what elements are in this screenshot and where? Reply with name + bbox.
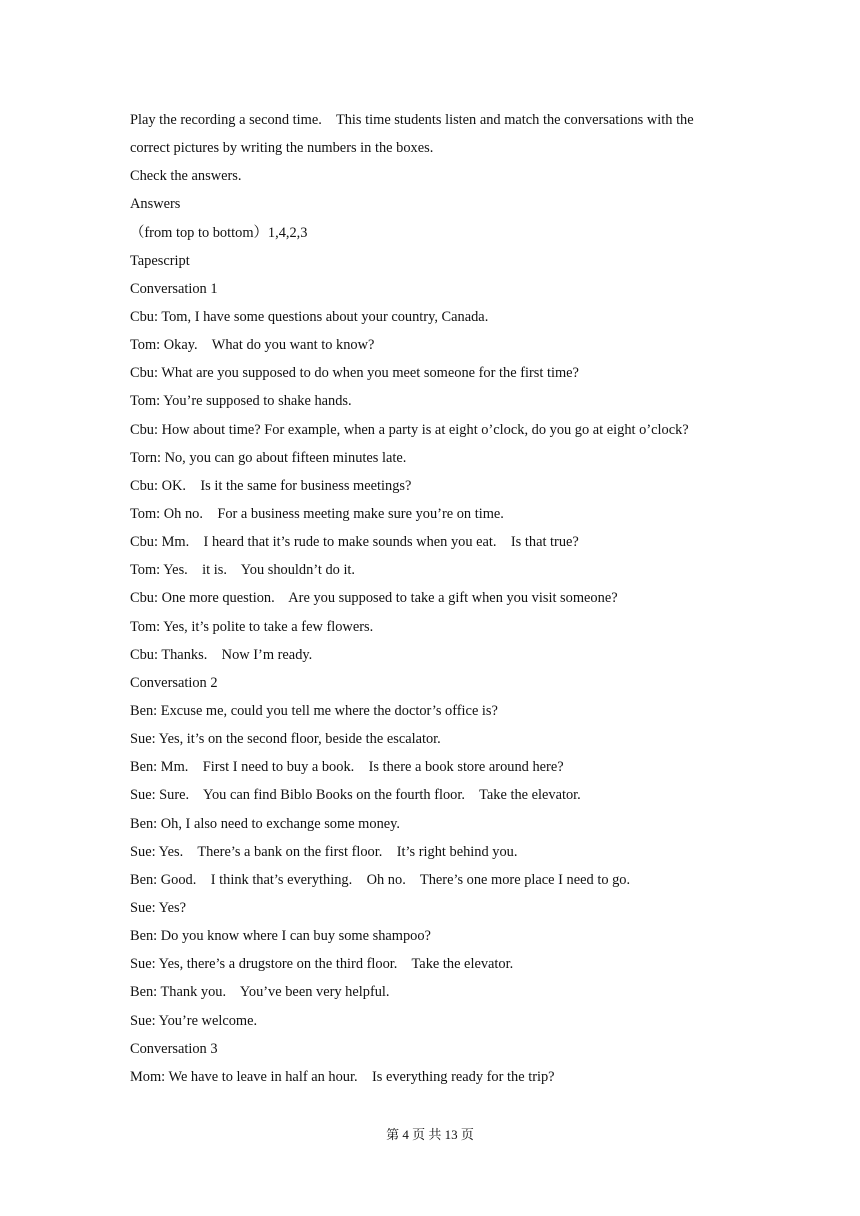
dialogue-line: Tom: You’re supposed to shake hands.: [130, 393, 352, 410]
dialogue-line: Sue: Yes?: [130, 899, 186, 916]
dialogue-line: Ben: Do you know where I can buy some shampoo?: [130, 928, 431, 945]
conversation-heading: Conversation 3: [130, 1040, 218, 1057]
dialogue-line: Sue: Sure. You can find Biblo Books on the fourth floor. Take the elevator.: [130, 787, 581, 804]
page-number-footer: 第 4 页 共 13 页: [386, 1127, 474, 1142]
conversation-heading: Conversation 2: [130, 674, 218, 691]
dialogue-line: Tom: Yes. it is. You shouldn’t do it.: [130, 562, 356, 579]
dialogue-line: Cbu: OK. Is it the same for business meetings?: [130, 477, 412, 494]
dialogue-line: Sue: Yes, it’s on the second floor, beside the escalator.: [130, 731, 441, 748]
dialogue-line: Mom: We have to leave in half an hour. Is everything ready for the trip?: [130, 1068, 555, 1085]
dialogue-line: Ben: Thank you. You’ve been very helpful.: [130, 984, 390, 1001]
text-line: Play the recording a second time. This time students listen and match the conversations with the: [130, 112, 694, 128]
dialogue-line: Cbu: Thanks. Now I’m ready.: [130, 646, 313, 663]
dialogue-line: Tom: Yes, it’s polite to take a few flowers.: [130, 618, 374, 635]
section-heading-answers: Answers: [130, 196, 181, 213]
dialogue-line: Sue: Yes. There’s a bank on the first floor. It’s right behind you.: [130, 843, 518, 860]
answer-line: （from top to bottom）1,4,2,3: [130, 224, 308, 241]
text-line: correct pictures by writing the numbers in the boxes.: [130, 140, 434, 157]
dialogue-line: Cbu: Tom, I have some questions about your country, Canada.: [130, 308, 489, 325]
dialogue-line: Cbu: One more question. Are you supposed to take a gift when you visit someone?: [130, 590, 618, 607]
section-heading-tapescript: Tapescript: [130, 252, 190, 269]
dialogue-line: Sue: You’re welcome.: [130, 1012, 258, 1029]
dialogue-line: Ben: Oh, I also need to exchange some money.: [130, 815, 401, 832]
document-body: [130, 106, 740, 1091]
dialogue-line: Ben: Mm. First I need to buy a book. Is there a book store around here?: [130, 759, 564, 776]
dialogue-line: Cbu: How about time? For example, when a party is at eight o’clock, do you go at eight o’clock?: [130, 421, 689, 438]
dialogue-line: Cbu: Mm. I heard that it’s rude to make sounds when you eat. Is that true?: [130, 534, 579, 551]
dialogue-line: Tom: Oh no. For a business meeting make sure you’re on time.: [130, 505, 504, 522]
conversation-heading: Conversation 1: [130, 280, 218, 297]
dialogue-line: Tom: Okay. What do you want to know?: [130, 337, 375, 354]
dialogue-line: Ben: Excuse me, could you tell me where the doctor’s office is?: [130, 702, 498, 719]
dialogue-line: Cbu: What are you supposed to do when you meet someone for the first time?: [130, 365, 579, 382]
dialogue-line: Ben: Good. I think that’s everything. Oh no. There’s one more place I need to go.: [130, 871, 631, 888]
dialogue-line: Torn: No, you can go about fifteen minutes late.: [130, 449, 407, 466]
dialogue-line: Sue: Yes, there’s a drugstore on the third floor. Take the elevator.: [130, 956, 514, 973]
text-line: Check the answers.: [130, 168, 242, 185]
